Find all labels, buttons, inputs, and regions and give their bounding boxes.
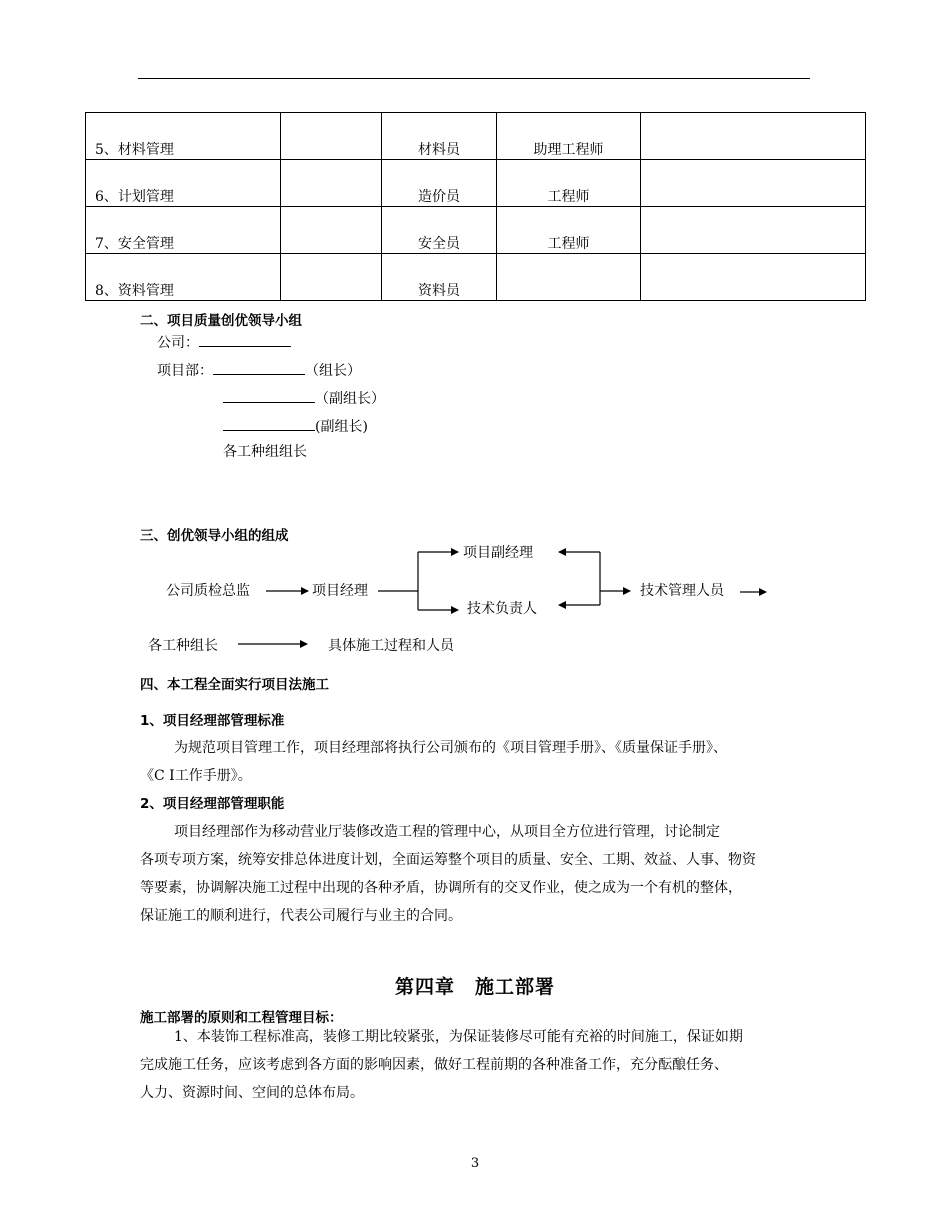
node-deputy: 项目副经理 — [463, 545, 533, 561]
section2-heading: 二、项目质量创优领导小组 — [140, 313, 302, 329]
table-cell-title — [497, 254, 641, 301]
vice2-line — [223, 416, 368, 435]
table-cell-item: 5、材料管理 — [86, 113, 281, 160]
para-management-standard — [140, 734, 820, 790]
table-cell-role: 资料员 — [382, 254, 497, 301]
table-cell-role: 材料员 — [382, 113, 497, 160]
table-cell-extra — [641, 160, 866, 207]
node-process: 具体施工过程和人员 — [328, 638, 454, 654]
leader-label: （组长） — [305, 363, 361, 379]
table-cell-blank — [281, 207, 382, 254]
table-cell-extra — [641, 207, 866, 254]
table-row — [86, 113, 866, 160]
dept-label: 项目部： — [157, 363, 213, 379]
table-row — [86, 254, 866, 301]
page-number: 3 — [470, 1156, 480, 1171]
node-team-leaders: 各工种组长 — [148, 638, 218, 654]
table-row — [86, 207, 866, 254]
table-cell-item: 6、计划管理 — [86, 160, 281, 207]
table-cell-role: 造价员 — [382, 160, 497, 207]
table-cell-item: 7、安全管理 — [86, 207, 281, 254]
vice2-label: (副组长) — [315, 419, 368, 435]
vice1-label: （副组长） — [315, 391, 385, 407]
para-line: 完成施工任务，应该考虑到各方面的影响因素，做好工程前期的各种准备工作，充分酝酿任务、 — [140, 1057, 728, 1073]
table-row — [86, 160, 866, 207]
para-line: 人力、资源时间、空间的总体布局。 — [140, 1085, 364, 1101]
company-blank — [199, 332, 291, 347]
sub2-heading: 2、项目经理部管理职能 — [140, 796, 285, 812]
node-pm: 项目经理 — [312, 583, 368, 599]
sub1-heading: 1、项目经理部管理标准 — [140, 713, 285, 729]
table-cell-blank — [281, 254, 382, 301]
table-cell-blank — [281, 160, 382, 207]
node-tech-staff: 技术管理人员 — [640, 583, 724, 599]
para-deployment — [140, 1023, 830, 1107]
header-rule — [138, 78, 810, 79]
table-cell-title: 助理工程师 — [497, 113, 641, 160]
dept-line — [157, 360, 361, 379]
para-line: 各项专项方案，统筹安排总体进度计划，全面运筹整个项目的质量、安全、工期、效益、人事、物资 — [140, 852, 756, 868]
staff-table — [85, 112, 866, 301]
table-cell-extra — [641, 113, 866, 160]
node-inspector: 公司质检总监 — [166, 583, 250, 599]
company-label: 公司： — [157, 335, 199, 351]
vice1-line — [223, 388, 385, 407]
vice1-blank — [223, 388, 315, 403]
team-leaders-label: 各工种组组长 — [223, 444, 307, 460]
chapter-title: 第四章 施工部署 — [394, 976, 555, 998]
para-management-function — [140, 818, 830, 930]
section3-heading: 三、创优领导小组的组成 — [140, 528, 289, 544]
company-line — [157, 332, 291, 351]
chapter-subhead: 施工部署的原则和工程管理目标： — [140, 1010, 343, 1026]
leader-blank — [213, 360, 305, 375]
table-cell-title: 工程师 — [497, 207, 641, 254]
para-line: 等要素，协调解决施工过程中出现的各种矛盾，协调所有的交叉作业，使之成为一个有机的整体， — [140, 880, 742, 896]
vice2-blank — [223, 416, 315, 431]
para-line: 为规范项目管理工作，项目经理部将执行公司颁布的《项目管理手册》、《质量保证手册》、 — [174, 740, 727, 756]
table-cell-role: 安全员 — [382, 207, 497, 254]
table-cell-blank — [281, 113, 382, 160]
table-cell-item: 8、资料管理 — [86, 254, 281, 301]
para-line: 项目经理部作为移动营业厅装修改造工程的管理中心，从项目全方位进行管理，讨论制定 — [174, 824, 720, 840]
section4-heading: 四、本工程全面实行项目法施工 — [140, 677, 329, 693]
para-line: 《C I工作手册》。 — [140, 768, 252, 784]
node-tech-lead: 技术负责人 — [467, 601, 537, 617]
para-line: 1、本装饰工程标准高，装修工期比较紧张，为保证装修尽可能有充裕的时间施工，保证如期 — [174, 1029, 743, 1045]
table-cell-extra — [641, 254, 866, 301]
table-cell-title: 工程师 — [497, 160, 641, 207]
para-line: 保证施工的顺利进行，代表公司履行与业主的合同。 — [140, 908, 462, 924]
